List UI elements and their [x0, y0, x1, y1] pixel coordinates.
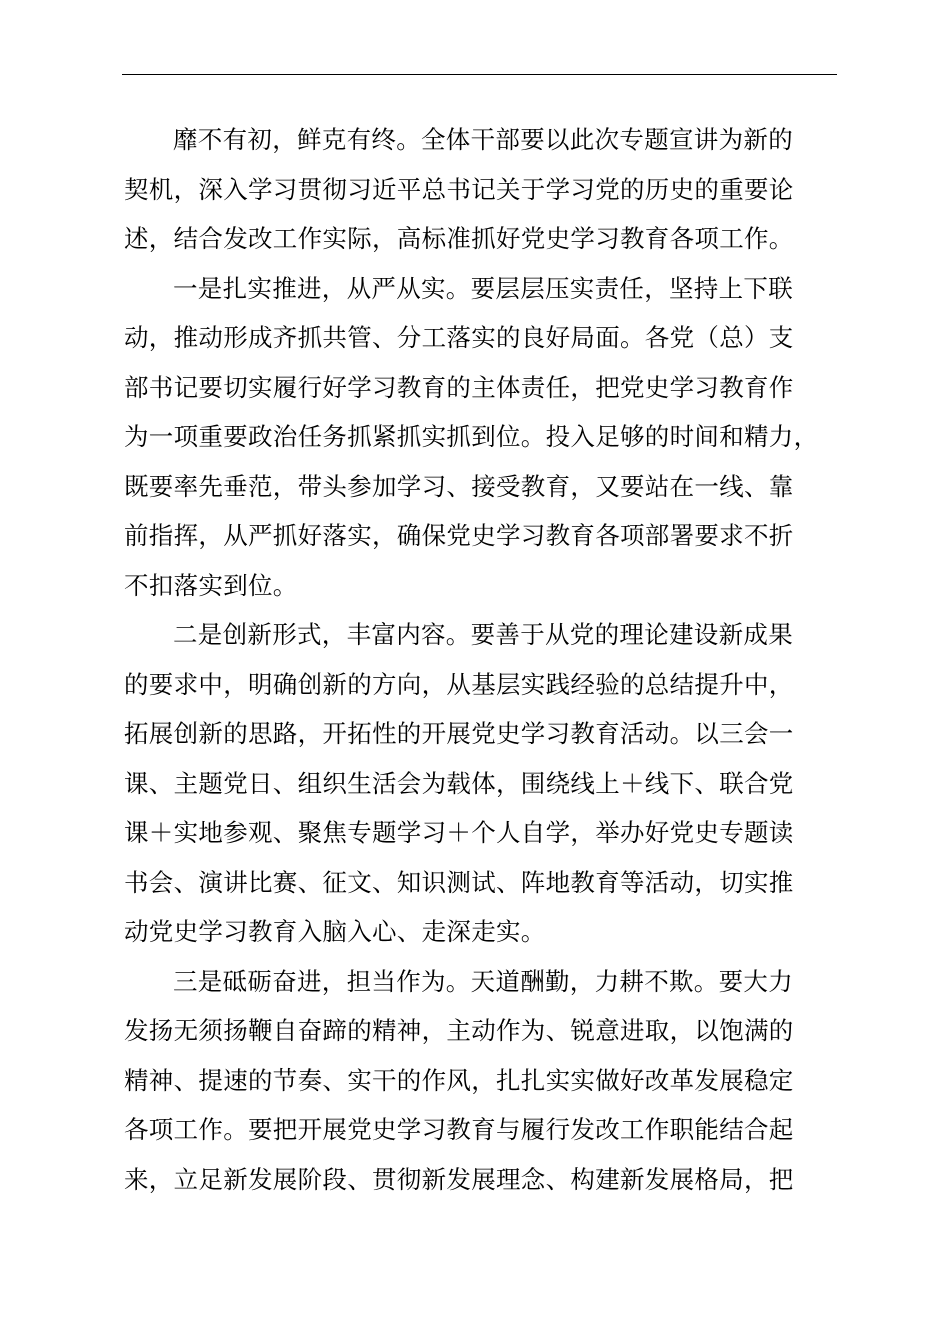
paragraph-line: 课＋实地参观、聚焦专题学习＋个人自学，举办好党史专题读	[124, 818, 794, 847]
paragraph-line: 三是砥砺奋进，担当作为。天道酬勤，力耕不欺。要大力	[173, 966, 793, 996]
paragraph-line: 前指挥，从严抓好落实，确保党史学习教育各项部署要求不折	[124, 521, 794, 550]
body-text	[124, 115, 864, 1204]
paragraph-line: 靡不有初，鲜克有终。全体干部要以此次专题宣讲为新的	[173, 125, 793, 154]
paragraph-line: 一是扎实推进，从严从实。要层层压实责任，坚持上下联	[173, 273, 793, 303]
paragraph-line: 二是创新形式，丰富内容。要善于从党的理论建设新成果	[173, 620, 793, 649]
paragraph-line: 的要求中，明确创新的方向，从基层实践经验的总结提升中，	[124, 669, 794, 699]
paragraph-line: 契机，深入学习贯彻习近平总书记关于学习党的历史的重要论	[124, 174, 794, 204]
paragraph-line: 动党史学习教育入脑入心、走深走实。	[124, 917, 546, 946]
paragraph-line: 为一项重要政治任务抓紧抓实抓到位。投入足够的时间和精力，	[124, 422, 819, 451]
paragraph-line: 课、主题党日、组织生活会为载体，围绕线上＋线下、联合党	[124, 768, 794, 798]
paragraph-line: 述，结合发改工作实际，高标准抓好党史学习教育各项工作。	[124, 224, 794, 253]
paragraph-line: 不扣落实到位。	[124, 570, 298, 600]
paragraph-line: 发扬无须扬鞭自奋蹄的精神，主动作为、锐意进取，以饱满的	[124, 1016, 794, 1045]
paragraph-line: 各项工作。要把开展党史学习教育与履行发改工作职能结合起	[124, 1115, 794, 1144]
paragraph-line: 拓展创新的思路，开拓性的开展党史学习教育活动。以三会一	[124, 719, 794, 748]
paragraph-line: 精神、提速的节奏、实干的作风，扎扎实实做好改革发展稳定	[124, 1065, 794, 1095]
paragraph-line: 部书记要切实履行好学习教育的主体责任，把党史学习教育作	[124, 372, 794, 402]
paragraph-line: 动，推动形成齐抓共管、分工落实的良好局面。各党（总）支	[124, 323, 794, 352]
paragraph-line: 来，立足新发展阶段、贯彻新发展理念、构建新发展格局，把	[124, 1164, 794, 1194]
header-rule	[122, 74, 837, 75]
paragraph-line: 既要率先垂范，带头参加学习、接受教育，又要站在一线、靠	[124, 471, 794, 501]
paragraph-line: 书会、演讲比赛、征文、知识测试、阵地教育等活动，切实推	[124, 867, 794, 897]
